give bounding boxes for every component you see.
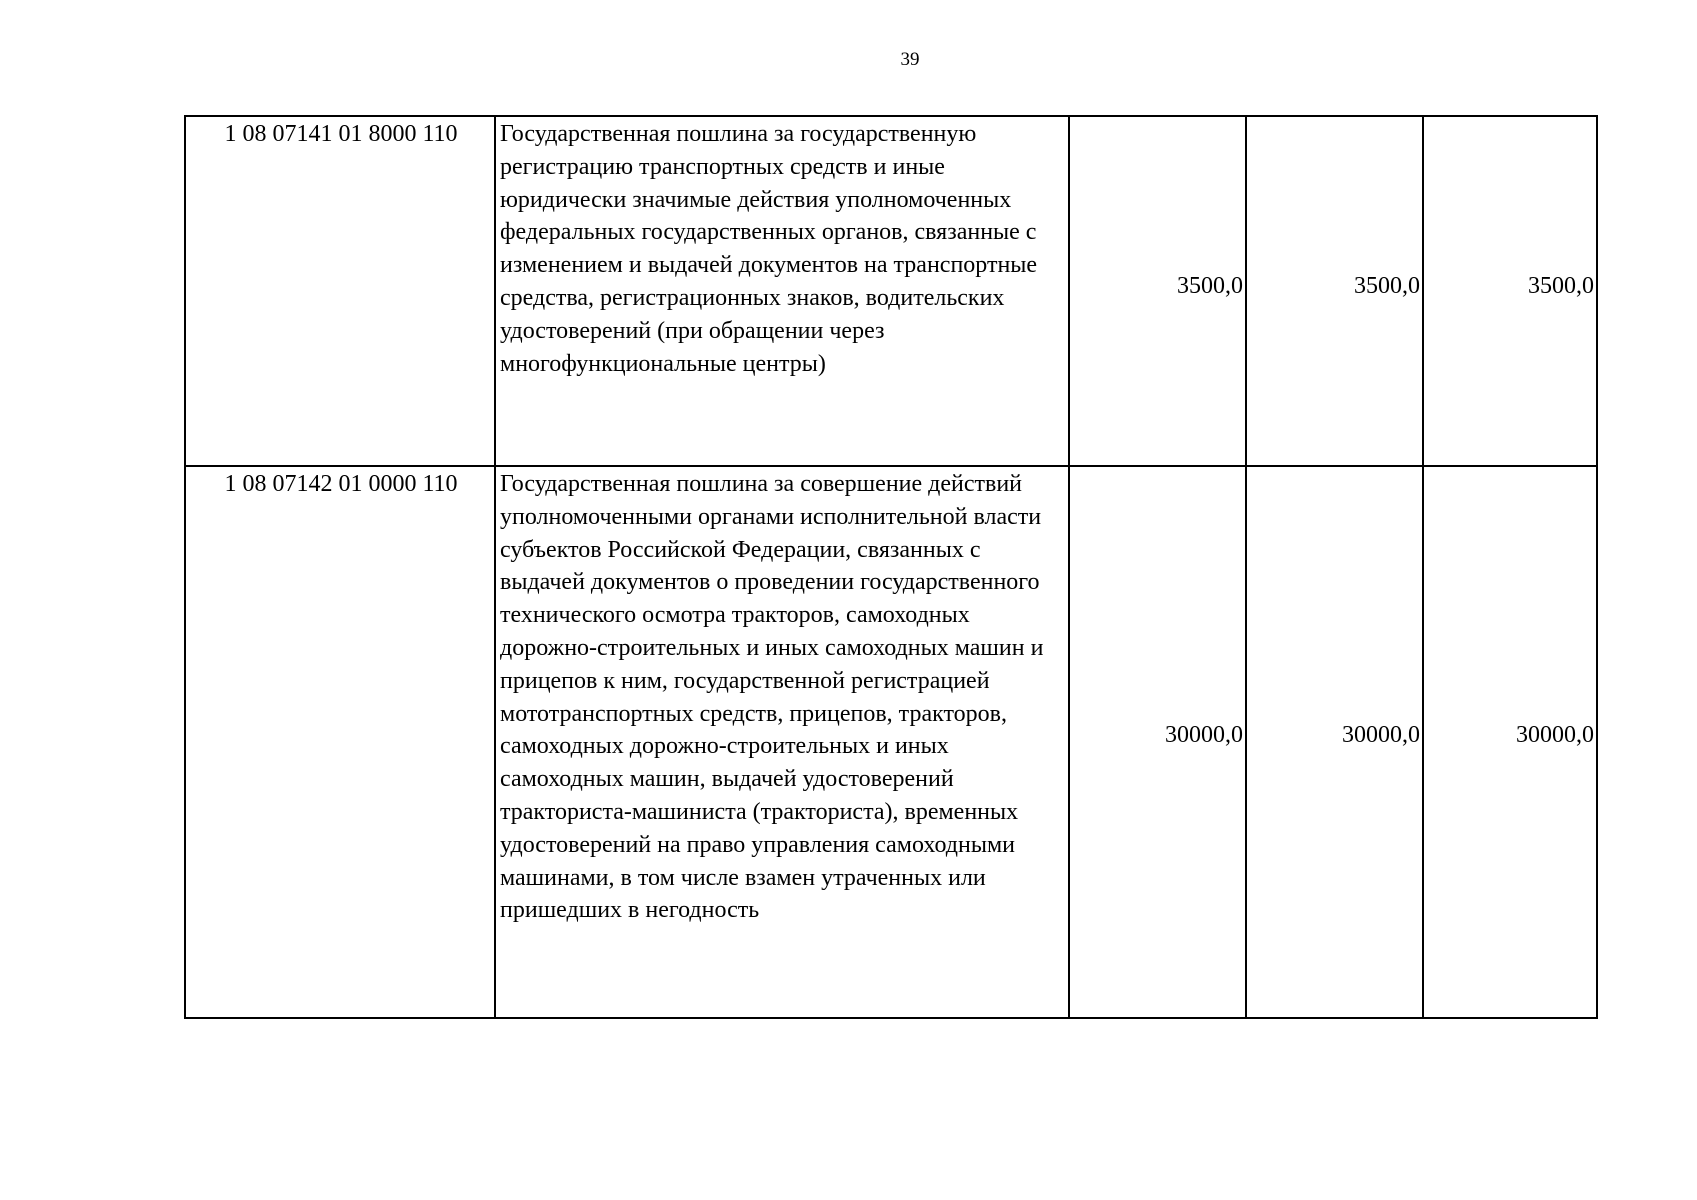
amount-year-2-cell: 30000,0 [1246,466,1423,1018]
budget-code-cell [185,466,495,1018]
revenue-name-cell: Государственная пошлина за совершение действий уполномоченными органами исполнительной власти субъектов Российской Федерации, связанных с выдачей документов о проведении государственного технического осмотра тракторов, самоходных дорожно-строительных и иных самоходных машин и прицепов к ним, государственной регистрацией мототранспортных средств, прицепов, тракторов, самоходных дорожно-строительных и иных самоходных машин, выдачей удостоверений тракториста-машиниста (тракториста), временных удостоверений на право управления самоходными машинами, в том числе взамен утраченных или пришедших в негодность [495,466,1069,1018]
table-row [185,116,1597,466]
budget-code: 1 08 07142 01 0000 110 [224,471,458,497]
amount-year-3-cell: 30000,0 [1423,466,1597,1018]
amount-year-3-cell: 3500,0 [1423,116,1597,466]
budget-code-cell [185,116,495,466]
budget-code: 1 08 07141 01 8000 110 [224,121,458,147]
revenue-name-cell: Государственная пошлина за государственную регистрацию транспортных средств и иные юридически значимые действия уполномоченных федеральных государственных органов, связанные с изменением и выдачей документов на транспортные средства, регистрационных знаков, водительских удостоверений (при обращении через многофункциональные центры) [495,116,1069,466]
amount-year-1-cell: 3500,0 [1069,116,1246,466]
amount-year-1-cell: 30000,0 [1069,466,1246,1018]
revenue-table [184,115,1598,1019]
page-number: 39 [900,49,920,70]
amount-year-2-cell: 3500,0 [1246,116,1423,466]
table-row [185,466,1597,1018]
